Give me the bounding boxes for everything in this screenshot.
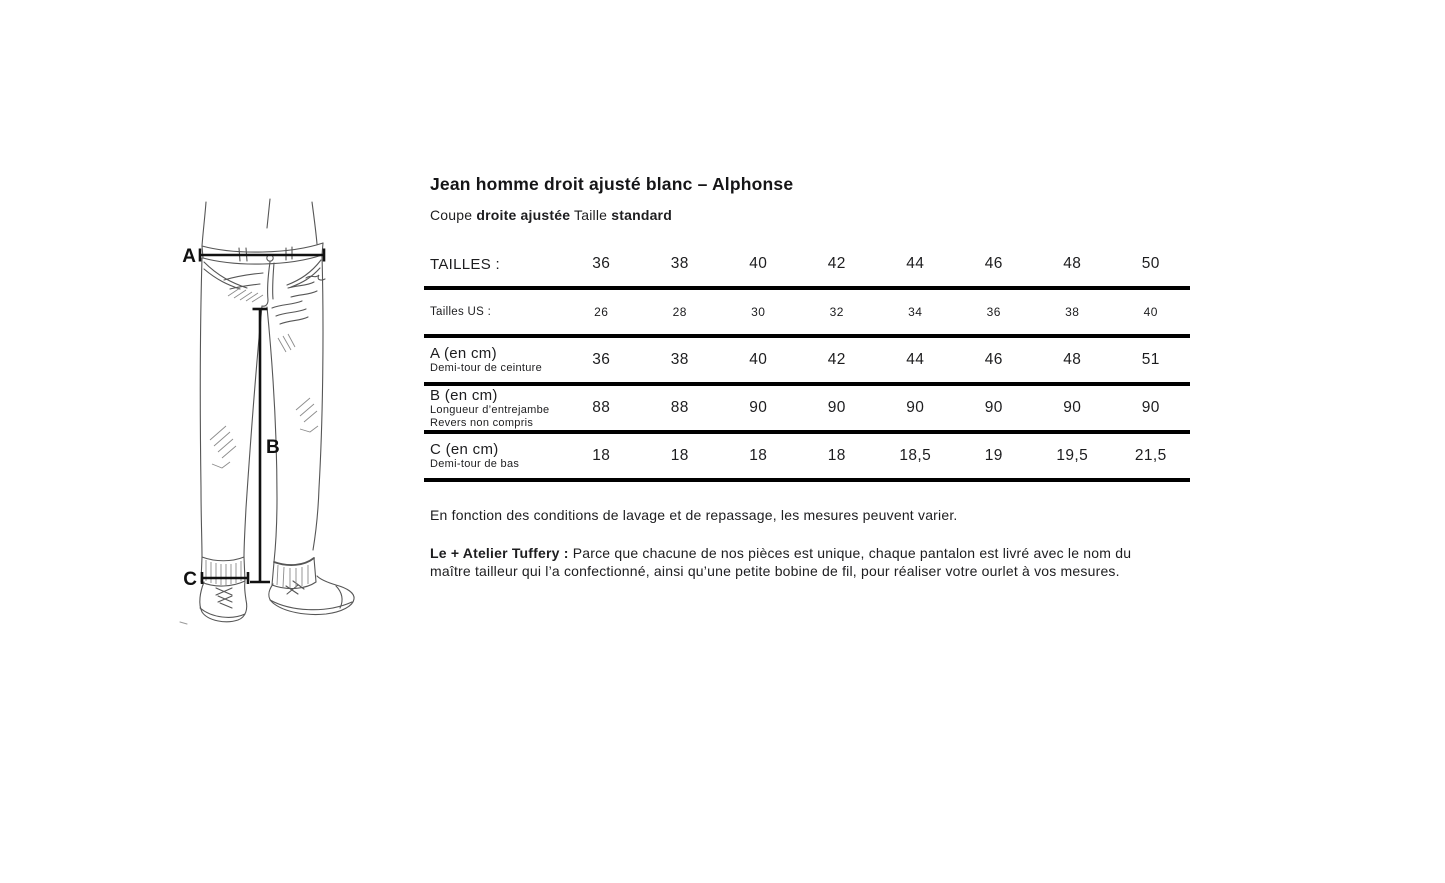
washing-note: En fonction des conditions de lavage et de repassage, les mesures peuvent varier. [430,507,958,523]
atelier-note-label: Le + Atelier Tuffery : [430,545,569,561]
product-subtitle [430,207,672,223]
table-row-measure-a [424,338,1190,382]
measure-a-cell: 38 [670,351,689,368]
table-row-us-sizes [424,290,1190,334]
size-value-cell: 38 [670,255,689,272]
measure-c-cell: 18 [749,447,768,464]
measure-a-cell: 36 [592,351,611,368]
us-size-cell: 26 [594,305,609,319]
measure-a-cell: 44 [906,351,925,368]
measure-c-cell: 18 [827,447,846,464]
measure-b-cell: 90 [827,399,846,416]
measure-b-cell: 90 [984,399,1003,416]
size-value-cell: 40 [749,255,768,272]
measurement-lines [200,249,324,585]
measure-c-cell: 18,5 [899,447,932,464]
atelier-note [430,544,1167,580]
row-label-sizes: TAILLES : [430,255,500,273]
measure-c-cell: 18 [670,447,689,464]
measure-c-cell: 21,5 [1134,447,1167,464]
measure-b-cell: 90 [906,399,925,416]
us-size-cell: 38 [1065,305,1080,319]
measure-a-cell: 46 [984,351,1003,368]
us-size-cell: 40 [1143,305,1158,319]
jeans-sketch [160,188,390,638]
row-label-measure-a: A (en cm) Demi-tour de ceinture [430,345,543,374]
size-table [424,242,1190,482]
measure-a-cell: 48 [1063,351,1082,368]
size-value-cell: 44 [906,255,925,272]
measure-b-cell: 88 [592,399,611,416]
size-value-cell: 42 [827,255,846,272]
size-value-cell: 36 [592,255,611,272]
us-size-cell: 30 [751,305,766,319]
size-value: standard [611,207,672,223]
measure-c-cell: 18 [592,447,611,464]
measure-c-cell: 19,5 [1056,447,1089,464]
measure-a-cell: 42 [827,351,846,368]
measure-a-cell: 51 [1141,351,1160,368]
table-row-measure-c [424,434,1190,478]
us-size-cell: 36 [986,305,1001,319]
measure-b-cell: 90 [1063,399,1082,416]
measure-label-b: B [266,437,280,458]
row-label-measure-b: B (en cm) Longueur d’entrejambe Revers non compris [430,386,550,429]
size-value-cell: 50 [1141,255,1160,272]
table-rule [424,478,1190,482]
product-title: Jean homme droit ajusté blanc – Alphonse [430,174,794,194]
table-row-sizes [424,242,1190,286]
table-row-measure-b [424,386,1190,430]
measure-b-cell: 90 [749,399,768,416]
row-label-us: Tailles US : [430,306,492,318]
atelier-note-text: Parce que chacune de nos pièces est unique, chaque pantalon est livré avec le nom du maître tailleur qui l’a confectionné, ainsi qu’une petite bobine de fil, pour réaliser votre ourlet à vos mesures. [430,545,1132,579]
size-value-cell: 46 [984,255,1003,272]
measure-c-cell: 19 [984,447,1003,464]
fit-value: droite ajustée [476,207,571,223]
measure-b-cell: 90 [1141,399,1160,416]
measure-b-cell: 88 [670,399,689,416]
us-size-cell: 34 [908,305,923,319]
size-value-cell: 48 [1063,255,1082,272]
measure-label-a: A [182,246,196,267]
measure-a-cell: 40 [749,351,768,368]
size-label: Taille [574,207,608,223]
row-label-measure-c: C (en cm) Demi-tour de bas [430,441,520,470]
jeans-measurement-diagram [160,188,390,638]
measure-label-c: C [183,569,197,590]
fit-label: Coupe [430,207,473,223]
us-size-cell: 32 [829,305,844,319]
us-size-cell: 28 [672,305,687,319]
